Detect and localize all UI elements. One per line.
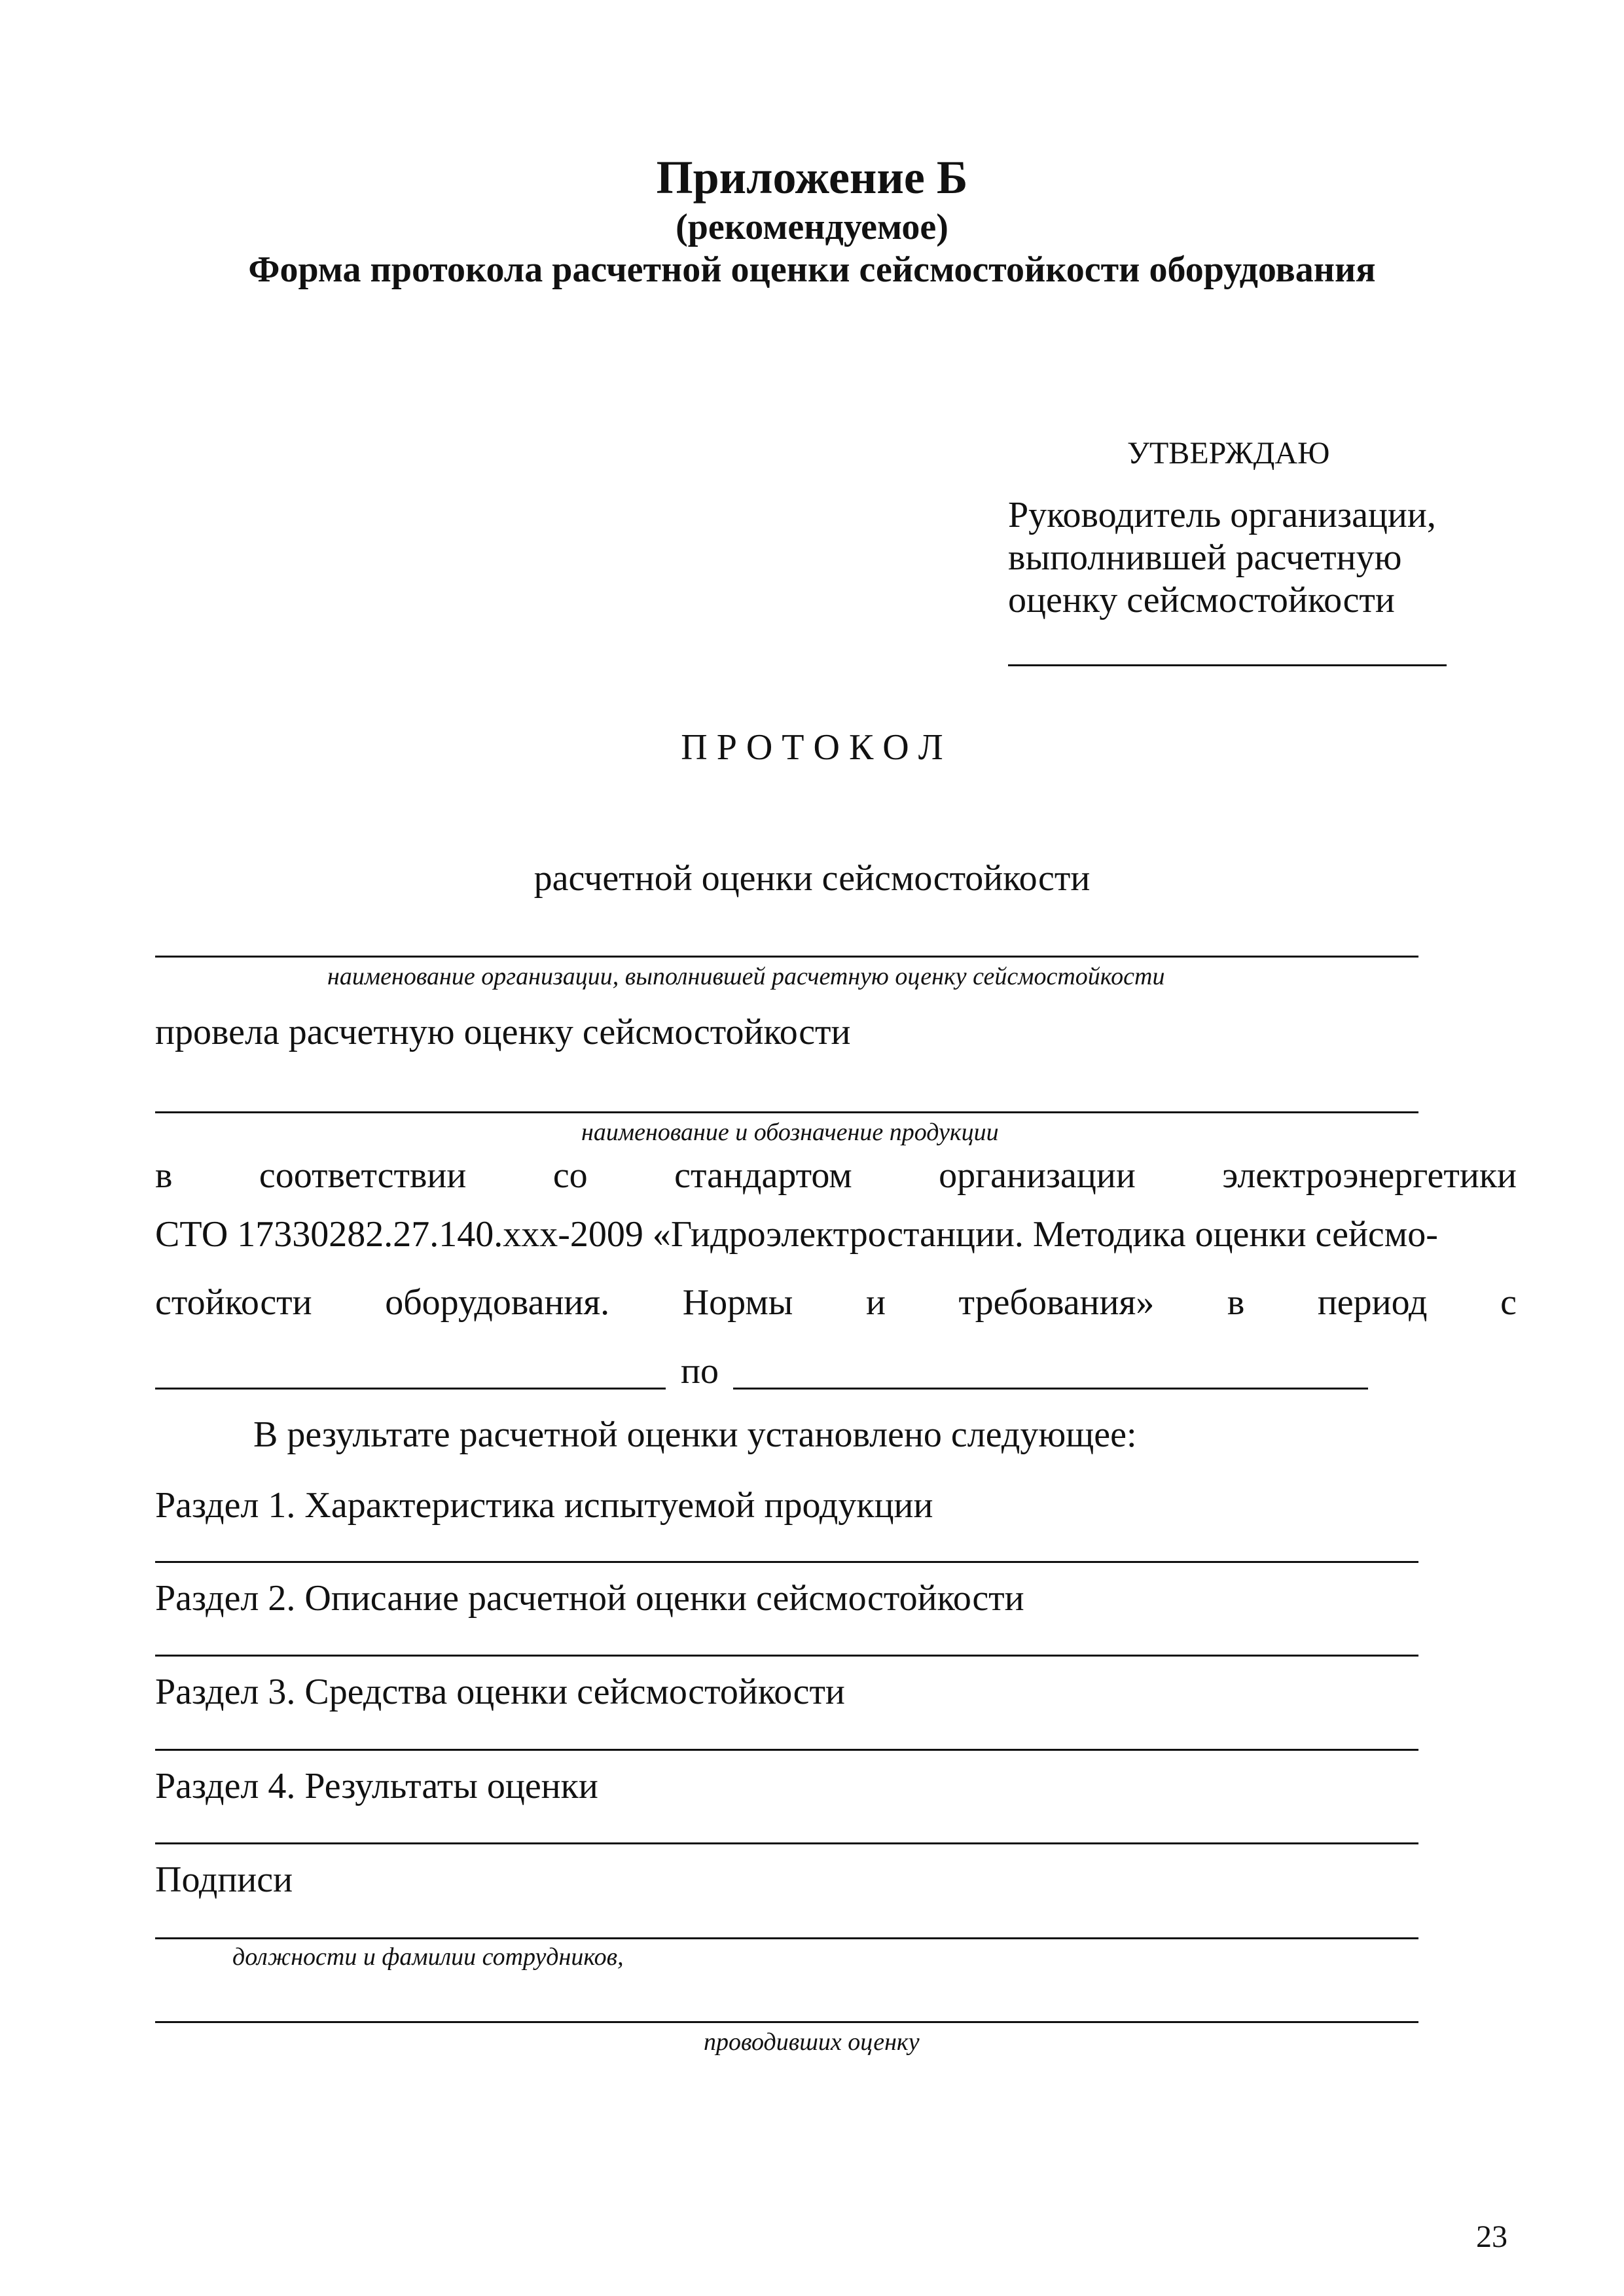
protocol-title: П Р О Т О К О Л (681, 727, 943, 768)
page-number: 23 (1476, 2219, 1507, 2254)
signatures-caption-1: должности и фамилии сотрудников, (232, 1943, 624, 1971)
conducted-text: провела расчетную оценку сейсмостойкости (155, 1012, 851, 1052)
results-intro: В результате расчетной оценки установлено следующее: (253, 1414, 1137, 1455)
product-caption: наименование и обозначение продукции (581, 1119, 999, 1146)
standard-word: Нормы (682, 1282, 793, 1323)
standard-word: электроэнергетики (1222, 1155, 1517, 1196)
standard-word: организации (939, 1155, 1136, 1196)
standard-word: со (552, 1155, 588, 1196)
appendix-title: Приложение Б (656, 151, 968, 204)
appendix-subtitle: (рекомендуемое) (676, 207, 948, 247)
approval-line-1: Руководитель организации, (1008, 495, 1436, 535)
standard-word: соответствии (259, 1155, 467, 1196)
period-to-label: по (681, 1351, 719, 1391)
section-2-title: Раздел 2. Описание расчетной оценки сейсмостойкости (155, 1578, 1024, 1619)
standard-word: с (1500, 1282, 1517, 1323)
section-1-line (155, 1561, 1418, 1563)
standard-word: требования» (958, 1282, 1155, 1323)
approval-label: УТВЕРЖДАЮ (1127, 436, 1330, 471)
period-from-line (155, 1388, 666, 1390)
section-4-title: Раздел 4. Результаты оценки (155, 1766, 598, 1806)
approval-line-2: выполнившей расчетную (1008, 537, 1402, 578)
standard-word: период (1317, 1282, 1428, 1323)
section-4-line (155, 1842, 1418, 1844)
section-3-line (155, 1749, 1418, 1751)
standard-word: стойкости (155, 1282, 312, 1323)
standard-row-3 (155, 1284, 1517, 1321)
standard-row-1 (155, 1157, 1517, 1194)
standard-row-2: СТО 17330282.27.140.xxx-2009 «Гидроэлектростанции. Методика оценки сейсмо- (155, 1214, 1438, 1255)
approval-signature-line (1008, 664, 1447, 666)
section-1-title: Раздел 1. Характеристика испытуемой продукции (155, 1485, 933, 1526)
product-line (155, 1111, 1418, 1113)
period-to-line (733, 1388, 1368, 1390)
standard-word: в (155, 1155, 173, 1196)
form-title: Форма протокола расчетной оценки сейсмостойкости оборудования (248, 249, 1376, 290)
organization-line (155, 956, 1418, 958)
standard-word: и (865, 1282, 886, 1323)
signatures-label: Подписи (155, 1859, 293, 1900)
protocol-subtitle: расчетной оценки сейсмостойкости (533, 858, 1091, 899)
signatures-line-1 (155, 1937, 1418, 1939)
signatures-caption-2: проводивших оценку (704, 2028, 920, 2056)
signatures-line-2 (155, 2021, 1418, 2023)
organization-caption: наименование организации, выполнившей расчетную оценку сейсмостойкости (327, 963, 1165, 990)
section-2-line (155, 1655, 1418, 1657)
standard-word: стандартом (674, 1155, 852, 1196)
approval-line-3: оценку сейсмостойкости (1008, 580, 1395, 620)
section-3-title: Раздел 3. Средства оценки сейсмостойкости (155, 1672, 845, 1712)
standard-word: оборудования. (385, 1282, 610, 1323)
standard-word: в (1227, 1282, 1245, 1323)
